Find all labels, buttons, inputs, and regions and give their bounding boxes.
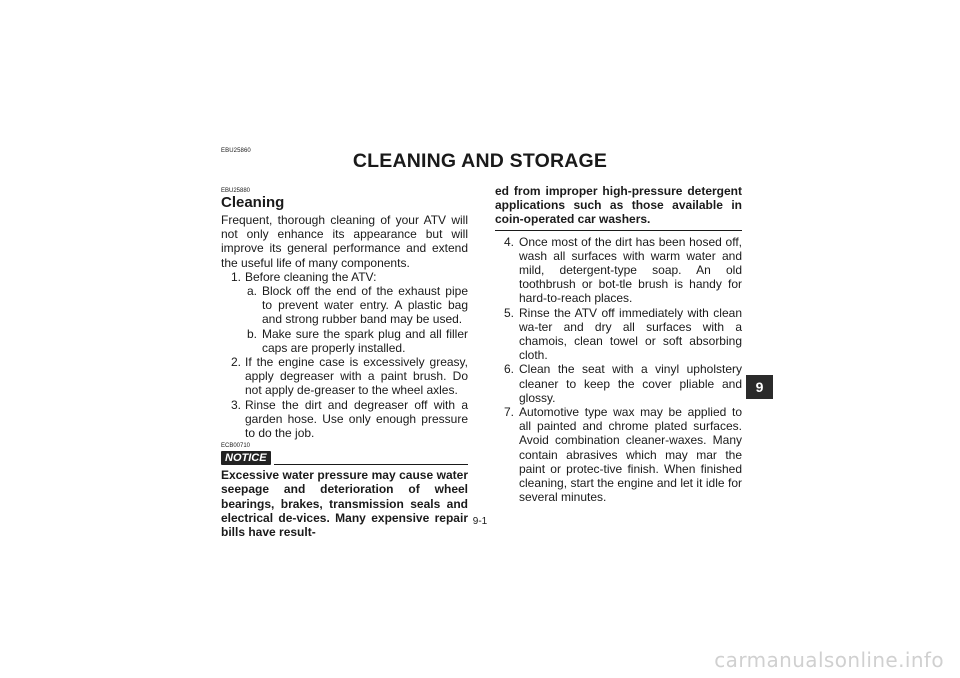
subsection-code: EBU25880 <box>221 188 251 194</box>
notice-end-rule <box>495 230 742 231</box>
notice-header <box>221 451 468 465</box>
list-item <box>221 284 468 327</box>
substep-text: Make sure the spark plug and all filler caps are properly installed. <box>262 326 468 355</box>
watermark: carmanualsonline.info <box>714 648 944 672</box>
section-code: EBU25860 <box>221 148 251 154</box>
step-text: Before cleaning the ATV: <box>245 269 377 284</box>
list-item <box>495 362 742 405</box>
list-item <box>221 270 468 284</box>
notice-code: ECB00710 <box>221 443 251 450</box>
step-number: 1. <box>230 269 241 284</box>
step-text: Rinse the dirt and degreaser off with a garden hose. Use only enough pressure to do the job. <box>245 397 468 441</box>
list-item <box>495 235 742 306</box>
notice-text-continued: ed from improper high-pressure detergent applications such as those available in coin-operated car washers. <box>495 184 742 227</box>
list-item <box>221 327 468 355</box>
list-item <box>495 405 742 504</box>
step-text: Rinse the ATV off immediately with clean wa-ter and dry all surfaces with a chamois, clean towel or soft absorbing cloth. <box>519 305 742 363</box>
step-number: 5. <box>503 305 514 320</box>
list-item <box>221 398 468 441</box>
step-number: 7. <box>503 405 514 420</box>
notice-badge: NOTICE <box>221 451 271 465</box>
step-number: 6. <box>503 362 514 377</box>
chapter-title: CLEANING AND STORAGE <box>352 150 608 172</box>
step-text: If the engine case is excessively greasy, apply degreaser with a paint brush. Do not apply de-greaser to the wheel axles. <box>245 355 468 398</box>
right-column <box>495 184 742 505</box>
list-item <box>221 355 468 398</box>
substep-text: Block off the end of the exhaust pipe to prevent water entry. A plastic bag and strong rubber band may be used. <box>262 284 468 327</box>
left-column <box>221 188 468 539</box>
chapter-tab: 9 <box>746 375 773 399</box>
notice-rule <box>274 464 468 465</box>
list-item <box>495 306 742 363</box>
notice-text: Excessive water pressure may cause water seepage and deterioration of wheel bearings, brakes, transmission seals and electrical de-vices. Many expensive repair bills have result- <box>221 468 468 540</box>
substep-letter: b. <box>246 326 257 341</box>
subheading-cleaning: Cleaning <box>221 194 285 211</box>
step-number: 4. <box>503 234 514 249</box>
step-number: 2. <box>230 355 241 370</box>
step-text: Once most of the dirt has been hosed off, wash all surfaces with warm water and mild, detergent-type soap. An old toothbrush or bot-tle brush is handy for hard-to-reach places. <box>519 234 742 306</box>
intro-paragraph: Frequent, thorough cleaning of your ATV will not only enhance its appearance but will improve its general performance and extend the useful life of many components. <box>221 213 468 270</box>
page-number: 9-1 <box>472 516 488 527</box>
step-text: Automotive type wax may be applied to all painted and chrome plated surfaces. Avoid combination cleaner-waxes. Many contain abrasives which may mar the paint or protec-tive finish. When finished cleaning, start the engine and let it idle for several minutes. <box>519 405 742 505</box>
step-text: Clean the seat with a vinyl upholstery cleaner to keep the cover pliable and glossy. <box>519 362 742 405</box>
step-number: 3. <box>230 397 241 412</box>
substep-letter: a. <box>246 284 257 299</box>
